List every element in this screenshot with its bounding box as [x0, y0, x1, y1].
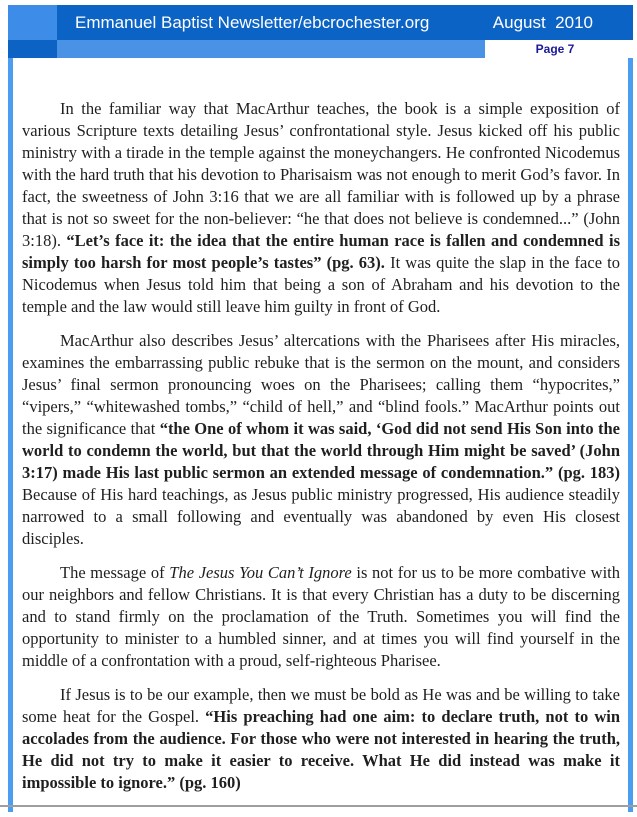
- bold-quote: “the One of whom it was said, ‘God did not send His Son into the world to condemn the world, but that the world through Him might be saved’ (John 3:17) made His last public sermon an extended message of condemnation.” (pg. 183): [22, 419, 620, 482]
- header-corner-square-bottom: [8, 40, 57, 58]
- bold-quote: “His preaching had one aim: to declare truth, not to win accolades from the audience. For those who were not interested in hearing the truth, He did not try to make it easier to receive. What He did instead was make it impossible to ignore.” (pg. 160): [22, 707, 620, 792]
- bottom-rule: [0, 805, 637, 807]
- page-number: Page 7: [535, 42, 575, 56]
- bold-quote: “Let’s face it: the idea that the entire human race is fallen and condemned is simply too harsh for most people’s tastes” (pg. 63).: [22, 231, 620, 272]
- text-run: It was quite the slap in the face to Nicodemus when Jesus told him that being a son of Abraham and his devotion to the temple and the law would still leave him guilty in front of God.: [22, 253, 620, 316]
- paragraph-3: [22, 562, 620, 672]
- issue-date: August 2010: [492, 12, 593, 32]
- article-body: [8, 58, 633, 812]
- header-corner-square-top: [8, 5, 57, 40]
- text-run: If Jesus is to be our example, then we must be bold as He was and be willing to take some heat for the Gospel.: [22, 685, 620, 726]
- text-run: The message of: [60, 563, 170, 582]
- paragraph-2: [22, 330, 620, 550]
- header-bar: [57, 5, 633, 40]
- paragraph-4: [22, 684, 620, 794]
- text-run: is not for us to be more combative with our neighbors and fellow Christians. It is that every Christian has a duty to be discerning and to stand firmly on the proclamation of the Truth. Sometimes you will find the opportunity to minister to a humbled sinner, and at times you will find yourself in the middle of a confrontation with a proud, self-righteous Pharisee.: [22, 563, 620, 670]
- text-run: MacArthur also describes Jesus’ altercations with the Pharisees after His miracles, examines the embarrassing public rebuke that is the sermon on the mount, and considers Jesus’ final sermon pronouncing woes on the Pharisees; calling them “hypocrites,” “vipers,” “whitewashed tombs,” “child of hell,” and “blind fools.” MacArthur points out the significance that: [22, 331, 620, 438]
- book-title: The Jesus You Can’t Ignore: [169, 563, 352, 582]
- text-run: In the familiar way that MacArthur teaches, the book is a simple exposition of various Scripture texts detailing Jesus’ confrontational style. Jesus kicked off his public ministry with a tirade in the temple against the moneychangers. He confronted Nicodemus with the hard truth that his devotion to Pharisaism was not enough to merit God’s favor. In fact, the sweetness of John 3:16 that we are all familiar with is followed up by a phrase that is not so sweet for the non-believer: “he that does not believe is condemned...” (John 3:18).: [22, 99, 620, 250]
- text-run: Because of His hard teachings, as Jesus public ministry progressed, His audience steadily narrowed to a small following and eventually was abandoned by even His closest disciples.: [22, 485, 620, 548]
- paragraph-1: [22, 98, 620, 318]
- header-sub-bar: [57, 40, 485, 58]
- newsletter-title: Emmanuel Baptist Newsletter/ebcrochester.org: [75, 12, 430, 32]
